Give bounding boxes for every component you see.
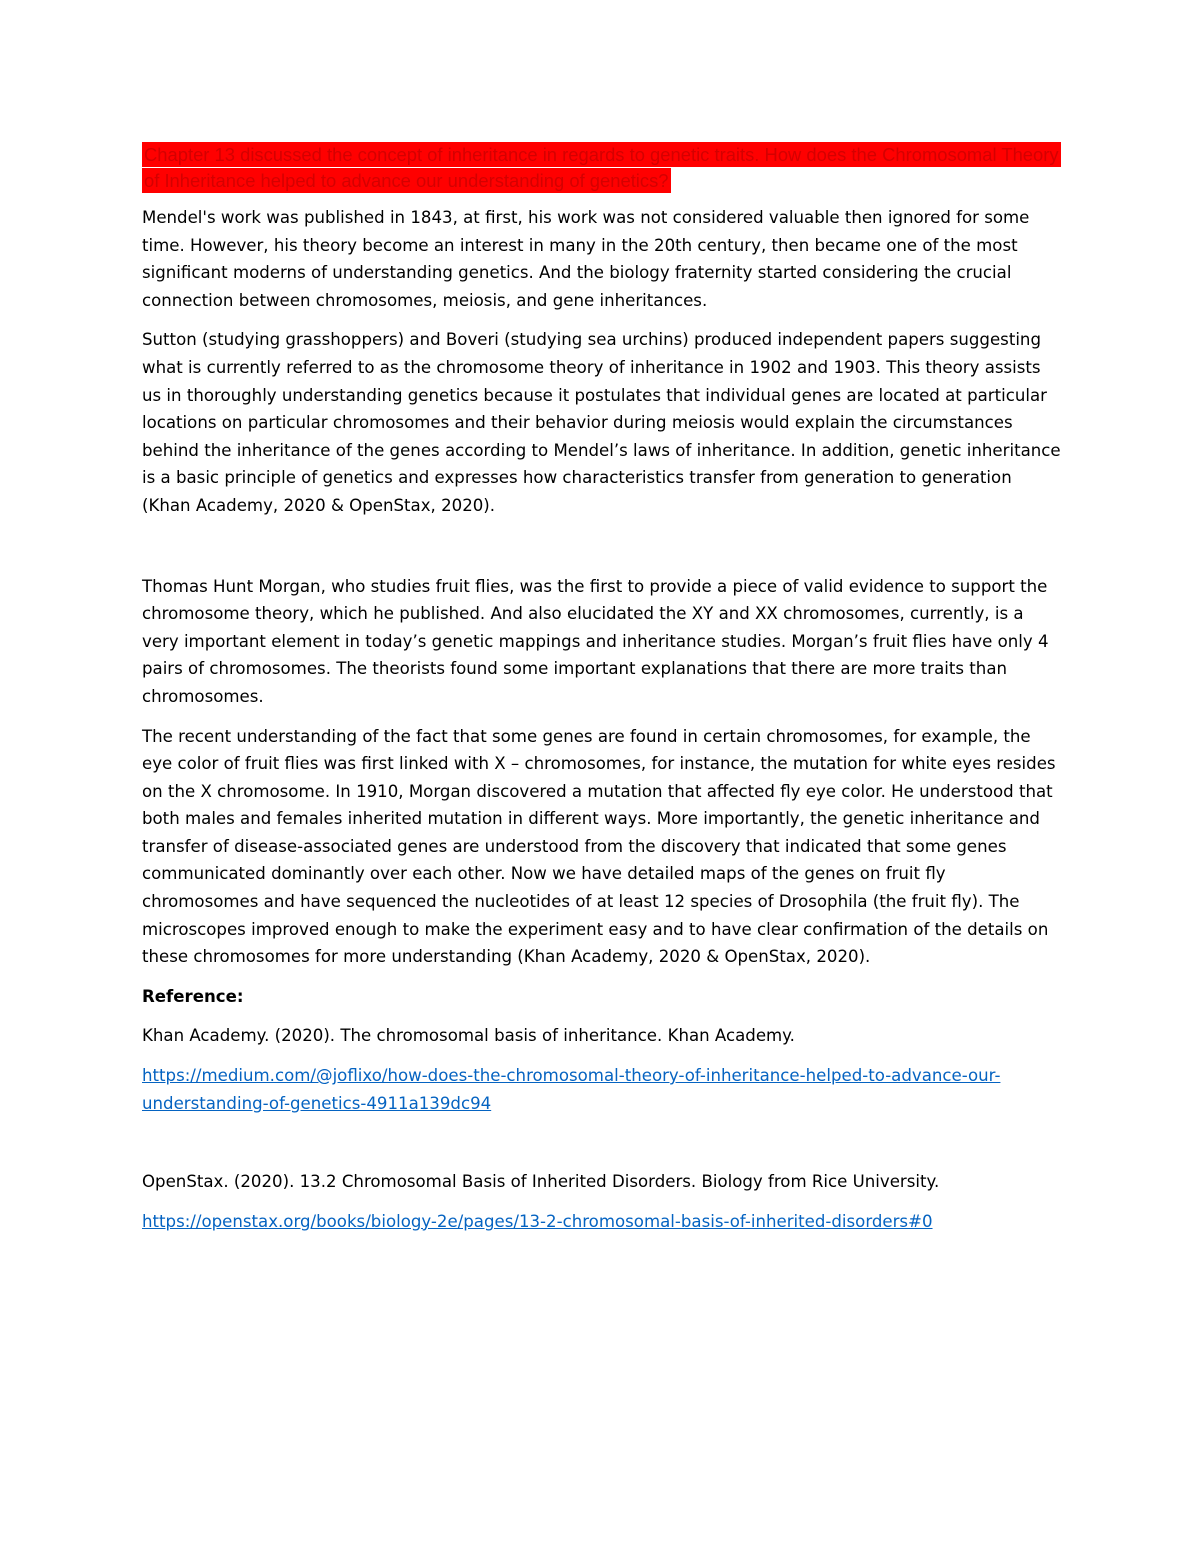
reference-url-paragraph-khan — [142, 1062, 1062, 1117]
reference-url-paragraph-openstax — [142, 1208, 1062, 1236]
blank-line — [142, 1129, 1062, 1168]
paragraph-mendel: Mendel's work was published in 1843, at first, his work was not considered valuable then ignored for some time. However, his theory become an interest in many in the 20th century, then became one of the most significant moderns of understanding genetics. And the biology fraternity started considering the crucial connection between chromosomes, meiosis, and gene inheritances. — [142, 208, 1030, 310]
reference-citation-khan: Khan Academy. (2020). The chromosomal basis of inheritance. Khan Academy. — [142, 1026, 795, 1046]
question-heading — [142, 142, 1062, 194]
reference-link-medium[interactable]: https://medium.com/@joflixo/how-does-the-chromosomal-theory-of-inheritance-helped-to-advance-our-understanding-of-genetics-4911a139dc94 — [142, 1066, 1001, 1113]
reference-citation-openstax: OpenStax. (2020). 13.2 Chromosomal Basis of Inherited Disorders. Biology from Rice University. — [142, 1172, 940, 1192]
blank-line — [142, 532, 1062, 573]
question-text: Chapter 13 discussed the concept of inheritance in regards to genetic traits. How does the Chromosomal Theory of Inheritance helped to advance our understanding of genetics? — [144, 144, 1059, 191]
paragraph-morgan: Thomas Hunt Morgan, who studies fruit flies, was the first to provide a piece of valid evidence to support the chromosome theory, which he published. And also elucidated the XY and XX chromosomes, currently, is a very important element in today’s genetic mappings and inheritance studies. Morgan’s fruit flies have only 4 pairs of chromosomes. The theorists found some important explanations that there are more traits than chromosomes. — [142, 576, 1049, 706]
document-page — [142, 142, 1062, 1247]
paragraph-sutton-boveri: Sutton (studying grasshoppers) and Boveri (studying sea urchins) produced independent papers suggesting what is currently referred to as the chromosome theory of inheritance in 1902 and 1903. This theory assists us in thoroughly understanding genetics because it postulates that individual genes are located at particular locations on particular chromosomes and their behavior during meiosis would explain the circumstances behind the inheritance of the genes according to Mendel’s laws of inheritance. In addition, genetic inheritance is a basic principle of genetics and expresses how characteristics transfer from generation to generation (Khan Academy, 2020 & OpenStax, 2020). — [142, 330, 1061, 515]
reference-heading: Reference: — [142, 986, 244, 1006]
paragraph-recent-understanding: The recent understanding of the fact that some genes are found in certain chromosomes, for example, the eye color of fruit flies was first linked with X – chromosomes, for instance, the mutation for white eyes resides on the X chromosome. In 1910, Morgan discovered a mutation that affected fly eye color. He understood that both males and females inherited mutation in different ways. More importantly, the genetic inheritance and transfer of disease-associated genes are understood from the discovery that indicated that some genes communicated dominantly over each other. Now we have detailed maps of the genes on fruit fly chromosomes and have sequenced the nucleotides of at least 12 species of Drosophila (the fruit fly). The microscopes improved enough to make the experiment easy and to have clear confirmation of the details on these chromosomes for more understanding (Khan Academy, 2020 & OpenStax, 2020). — [142, 726, 1056, 967]
reference-link-openstax[interactable]: https://openstax.org/books/biology-2e/pages/13-2-chromosomal-basis-of-inherited-disorders#0 — [142, 1211, 933, 1231]
